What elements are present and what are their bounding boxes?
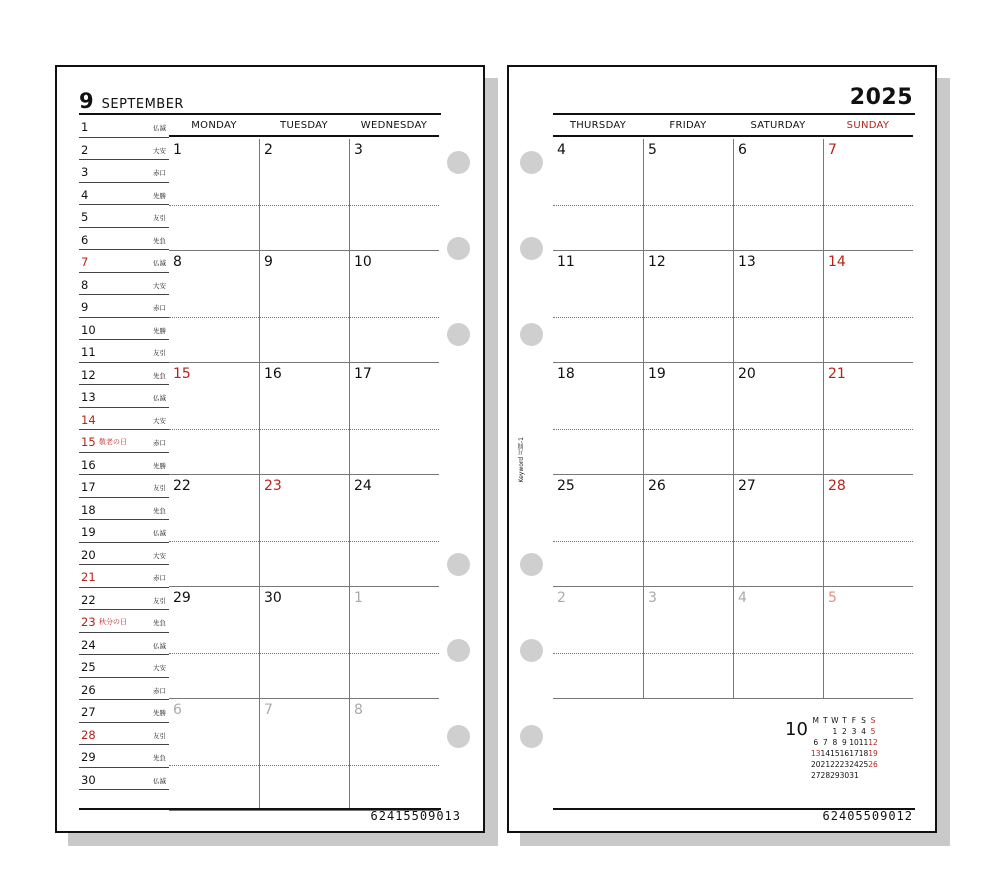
day-number: 4 <box>81 187 89 202</box>
day-cell[interactable] <box>349 139 439 251</box>
day-number: 2 <box>81 142 89 157</box>
day-number: 8 <box>81 277 89 292</box>
mini-date: 17 <box>849 749 859 758</box>
mini-date <box>811 726 821 737</box>
day-row <box>79 745 169 768</box>
day-number: 23 <box>264 478 282 494</box>
day-number: 30 <box>81 772 96 787</box>
rokuyo-label: 仏滅 <box>153 394 166 402</box>
mini-date: 9 <box>842 738 847 747</box>
day-row <box>79 138 169 161</box>
day-number: 25 <box>81 660 96 674</box>
rokuyo-label: 赤口 <box>153 574 166 582</box>
week-row <box>169 699 439 811</box>
day-cell[interactable] <box>259 363 349 475</box>
day-number: 7 <box>81 255 89 269</box>
weekday-header: THURSDAY <box>569 120 627 131</box>
mini-weekday: F <box>851 716 857 725</box>
day-row <box>79 475 169 498</box>
day-cell[interactable] <box>643 475 733 587</box>
mini-date: 27 <box>811 771 821 780</box>
day-list <box>79 115 169 790</box>
rokuyo-label: 友引 <box>153 731 166 740</box>
month-name: SEPTEMBER <box>101 97 184 112</box>
week-row <box>553 139 913 251</box>
weekday-header: TUESDAY <box>280 120 328 131</box>
mini-date: 19 <box>868 749 878 758</box>
week-divider <box>553 698 913 699</box>
mini-date: 13 <box>811 749 821 758</box>
rokuyo-label: 友引 <box>153 484 166 492</box>
mini-date: 4 <box>861 727 866 736</box>
day-cell[interactable] <box>643 363 733 475</box>
day-row <box>79 408 169 431</box>
day-number: 30 <box>264 590 282 606</box>
ring-hole <box>447 639 470 662</box>
day-number: 1 <box>173 142 182 158</box>
ring-hole <box>447 725 470 748</box>
left-barcode: 62415509013 <box>370 809 461 823</box>
day-cell[interactable] <box>169 251 259 363</box>
ring-hole <box>447 237 470 260</box>
rokuyo-label: 大安 <box>153 664 166 672</box>
dotted-divider <box>553 653 913 654</box>
week-row <box>169 475 439 587</box>
day-number: 23 <box>81 615 96 629</box>
mini-date: 21 <box>820 760 831 769</box>
day-number: 1 <box>81 120 89 134</box>
day-cell[interactable] <box>169 587 259 699</box>
mini-date: 24 <box>849 760 859 769</box>
day-number: 4 <box>557 142 566 158</box>
left-weekday-header <box>169 115 439 137</box>
day-number: 20 <box>738 366 756 382</box>
day-number: 10 <box>81 322 96 337</box>
day-row <box>79 655 169 678</box>
day-number: 6 <box>81 232 89 247</box>
week-row <box>553 587 913 699</box>
day-cell[interactable] <box>349 251 439 363</box>
rokuyo-label: 先負 <box>153 371 166 380</box>
day-cell[interactable] <box>643 587 733 699</box>
day-cell[interactable] <box>823 251 913 363</box>
rokuyo-label: 仏滅 <box>153 776 166 785</box>
mini-calendar-header <box>811 715 878 726</box>
mini-date: 3 <box>851 727 857 736</box>
day-number: 5 <box>828 590 837 606</box>
day-row <box>79 768 169 791</box>
mini-calendar-row <box>811 770 878 781</box>
day-number: 19 <box>648 366 666 382</box>
day-row <box>79 228 169 251</box>
rokuyo-label: 先負 <box>153 236 166 245</box>
day-number: 6 <box>173 702 182 718</box>
day-number: 28 <box>828 478 846 494</box>
week-row <box>553 363 913 475</box>
rokuyo-label: 仏滅 <box>153 529 166 537</box>
day-cell[interactable] <box>733 139 823 251</box>
mini-date: 6 <box>813 738 819 747</box>
day-cell[interactable] <box>733 251 823 363</box>
day-cell[interactable] <box>823 475 913 587</box>
day-cell[interactable] <box>733 475 823 587</box>
day-row <box>79 340 169 363</box>
mini-date: 12 <box>868 738 878 747</box>
right-page <box>507 65 937 833</box>
week-row <box>169 139 439 251</box>
mini-calendar-month: 10 <box>785 719 808 740</box>
rokuyo-label: 仏滅 <box>153 124 166 132</box>
day-cell[interactable] <box>169 475 259 587</box>
day-row <box>79 610 169 633</box>
mini-date: 30 <box>839 771 850 780</box>
day-cell[interactable] <box>259 587 349 699</box>
day-number: 10 <box>354 254 372 270</box>
week-row <box>553 251 913 363</box>
mini-weekday: W <box>831 716 839 725</box>
day-row <box>79 205 169 228</box>
day-cell[interactable] <box>169 139 259 251</box>
day-number: 17 <box>81 480 96 494</box>
rokuyo-label: 大安 <box>153 281 166 290</box>
day-number: 25 <box>557 478 575 494</box>
rokuyo-label: 先負 <box>153 506 166 515</box>
day-cell[interactable] <box>349 699 439 811</box>
rokuyo-label: 友引 <box>153 214 166 222</box>
day-cell[interactable] <box>169 699 259 811</box>
mini-calendar-row <box>811 726 878 737</box>
day-row <box>79 250 169 273</box>
day-row <box>79 520 169 543</box>
ring-hole <box>447 151 470 174</box>
mini-date: 11 <box>858 738 869 747</box>
left-page <box>55 65 485 833</box>
day-cell[interactable] <box>553 587 643 699</box>
day-row <box>79 678 169 701</box>
day-number: 5 <box>648 142 657 158</box>
mini-calendar-row <box>811 759 878 770</box>
day-number: 13 <box>738 254 756 270</box>
dotted-divider <box>169 429 439 430</box>
day-cell[interactable] <box>169 363 259 475</box>
dotted-divider <box>553 541 913 542</box>
day-number: 20 <box>81 547 96 562</box>
mini-calendar-row <box>811 748 878 759</box>
right-weekday-header <box>553 115 913 137</box>
day-row <box>79 273 169 296</box>
day-number: 18 <box>81 502 96 517</box>
mini-calendar-table <box>811 715 878 781</box>
day-number: 7 <box>264 702 273 718</box>
mini-date <box>859 770 869 781</box>
ring-hole <box>520 553 543 576</box>
day-number: 19 <box>81 525 96 539</box>
mini-date: 1 <box>832 727 838 736</box>
mini-date <box>868 770 878 781</box>
day-row <box>79 318 169 341</box>
day-row <box>79 700 169 723</box>
day-cell[interactable] <box>259 251 349 363</box>
rokuyo-label: 先負 <box>153 619 166 627</box>
weekday-header: SATURDAY <box>750 120 806 131</box>
day-row <box>79 295 169 318</box>
day-number: 22 <box>81 592 96 607</box>
day-number: 28 <box>81 727 96 742</box>
day-cell[interactable] <box>733 587 823 699</box>
day-number: 9 <box>81 300 89 314</box>
day-number: 22 <box>173 478 191 494</box>
mini-date: 7 <box>822 738 828 747</box>
mini-weekday: T <box>842 716 847 725</box>
day-number: 21 <box>828 366 846 382</box>
day-row <box>79 723 169 746</box>
rokuyo-label: 赤口 <box>153 304 166 312</box>
day-cell[interactable] <box>349 587 439 699</box>
mini-date <box>821 726 831 737</box>
day-number: 8 <box>354 702 363 718</box>
dotted-divider <box>169 205 439 206</box>
day-number: 11 <box>81 345 96 359</box>
week-row <box>169 363 439 475</box>
day-row <box>79 385 169 408</box>
day-cell[interactable] <box>823 587 913 699</box>
rokuyo-label: 先勝 <box>153 461 166 470</box>
day-number: 18 <box>557 366 575 382</box>
day-number: 24 <box>81 637 96 652</box>
day-number: 12 <box>648 254 666 270</box>
mini-date: 28 <box>820 771 831 780</box>
day-number: 26 <box>648 478 666 494</box>
day-cell[interactable] <box>823 139 913 251</box>
day-cell[interactable] <box>553 251 643 363</box>
weekday-header: SUNDAY <box>846 120 890 131</box>
rokuyo-label: 先負 <box>153 754 166 762</box>
rokuyo-label: 友引 <box>153 596 166 605</box>
weekday-header: FRIDAY <box>669 120 707 131</box>
day-number: 16 <box>264 366 282 382</box>
dotted-divider <box>553 205 913 206</box>
day-row <box>79 453 169 476</box>
day-row <box>79 363 169 386</box>
month-number: 9 <box>79 89 94 113</box>
day-number: 11 <box>557 254 575 270</box>
right-barcode: 62405509012 <box>822 809 913 823</box>
mini-weekday: T <box>823 716 828 725</box>
ring-hole <box>520 151 543 174</box>
ring-hole <box>520 639 543 662</box>
mini-date: 16 <box>839 749 850 758</box>
day-number: 14 <box>828 254 846 270</box>
keyword-label: Keyword 月間-1 <box>518 437 525 483</box>
left-week-grid <box>169 115 439 811</box>
mini-date: 26 <box>868 760 878 769</box>
day-row <box>79 498 169 521</box>
day-number: 16 <box>81 457 96 472</box>
day-number: 14 <box>81 412 96 427</box>
mini-weekday: M <box>812 716 820 725</box>
rokuyo-label: 先勝 <box>153 191 166 200</box>
week-row <box>169 251 439 363</box>
mini-date: 14 <box>820 749 831 758</box>
day-row <box>79 565 169 588</box>
mini-date: 5 <box>870 727 876 736</box>
ring-hole <box>520 323 543 346</box>
ring-hole <box>520 237 543 260</box>
day-cell[interactable] <box>553 363 643 475</box>
day-number: 27 <box>81 705 96 719</box>
day-cell[interactable] <box>553 475 643 587</box>
day-cell[interactable] <box>643 251 733 363</box>
year: 2025 <box>849 85 913 110</box>
day-number: 8 <box>173 254 182 270</box>
rokuyo-label: 仏滅 <box>153 259 166 267</box>
rokuyo-label: 大安 <box>153 551 166 560</box>
day-row <box>79 543 169 566</box>
week-row <box>553 475 913 587</box>
mini-date: 29 <box>830 771 840 780</box>
day-row <box>79 183 169 206</box>
mini-weekday: S <box>861 716 866 725</box>
rokuyo-label: 赤口 <box>153 169 166 177</box>
ring-hole <box>447 323 470 346</box>
day-number: 26 <box>81 682 96 697</box>
dotted-divider <box>169 765 439 766</box>
day-number: 27 <box>738 478 756 494</box>
day-number: 12 <box>81 367 96 382</box>
day-cell[interactable] <box>643 139 733 251</box>
day-cell[interactable] <box>349 475 439 587</box>
mini-date: 25 <box>858 760 869 769</box>
week-row <box>169 587 439 699</box>
day-number: 3 <box>81 165 89 179</box>
day-cell[interactable] <box>259 475 349 587</box>
day-cell[interactable] <box>259 139 349 251</box>
rokuyo-label: 先勝 <box>153 326 166 335</box>
day-number: 4 <box>738 590 747 606</box>
mini-calendar-row <box>811 737 878 748</box>
dotted-divider <box>169 317 439 318</box>
day-number: 3 <box>354 142 363 158</box>
day-row <box>79 588 169 611</box>
rokuyo-label: 赤口 <box>153 686 166 695</box>
day-number: 6 <box>738 142 747 158</box>
day-number: 1 <box>354 590 363 606</box>
rokuyo-label: 赤口 <box>153 439 166 447</box>
mini-date: 18 <box>858 749 869 758</box>
day-number: 15 <box>81 435 96 449</box>
dotted-divider <box>169 541 439 542</box>
day-number: 5 <box>81 210 89 224</box>
day-number: 2 <box>264 142 273 158</box>
day-number: 13 <box>81 390 96 404</box>
day-row <box>79 430 169 453</box>
day-row <box>79 633 169 656</box>
mini-date: 20 <box>811 760 821 769</box>
day-number: 21 <box>81 570 96 584</box>
day-cell[interactable] <box>733 363 823 475</box>
day-number: 7 <box>828 142 837 158</box>
day-number: 9 <box>264 254 273 270</box>
day-cell[interactable] <box>553 139 643 251</box>
day-row <box>79 115 169 138</box>
day-cell[interactable] <box>259 699 349 811</box>
day-number: 15 <box>173 366 191 382</box>
day-cell[interactable] <box>823 363 913 475</box>
day-number: 29 <box>173 590 191 606</box>
ring-hole <box>520 725 543 748</box>
mini-weekday: S <box>870 716 876 725</box>
mini-date: 15 <box>830 749 840 758</box>
dotted-divider <box>553 429 913 430</box>
weekday-header: MONDAY <box>191 120 237 131</box>
right-week-grid <box>553 115 915 699</box>
month-header <box>79 89 184 113</box>
day-row <box>79 160 169 183</box>
day-number: 3 <box>648 590 657 606</box>
dotted-divider <box>169 653 439 654</box>
day-cell[interactable] <box>349 363 439 475</box>
rokuyo-label: 大安 <box>153 416 166 425</box>
holiday-name: 敬老の日 <box>99 438 127 446</box>
holiday-name: 秋分の日 <box>99 618 127 626</box>
rokuyo-label: 先勝 <box>153 709 166 717</box>
weekday-header: WEDNESDAY <box>360 120 428 131</box>
day-number: 24 <box>354 478 372 494</box>
dotted-divider <box>553 317 913 318</box>
day-number: 17 <box>354 366 372 382</box>
mini-date: 23 <box>839 760 850 769</box>
mini-date: 2 <box>842 727 847 736</box>
mini-date: 10 <box>849 738 859 747</box>
day-number: 29 <box>81 750 96 764</box>
ring-hole <box>447 553 470 576</box>
rokuyo-label: 大安 <box>153 146 166 155</box>
day-number: 2 <box>557 590 566 606</box>
mini-date: 31 <box>849 771 859 780</box>
rokuyo-label: 仏滅 <box>153 641 166 650</box>
mini-date: 8 <box>832 738 838 747</box>
mini-date: 22 <box>830 760 840 769</box>
rokuyo-label: 友引 <box>153 349 166 357</box>
